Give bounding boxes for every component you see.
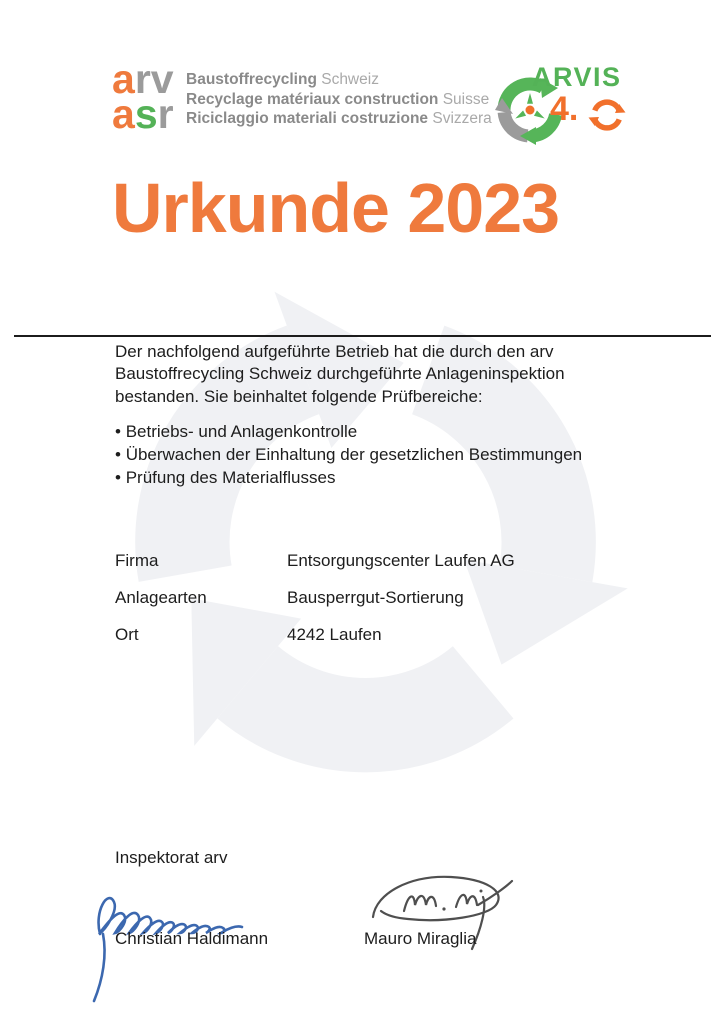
association-name-country: Schweiz [316, 71, 379, 88]
field-value: Entsorgungscenter Laufen AG [287, 551, 515, 570]
association-name-country: Suisse [438, 90, 490, 108]
field-value: Bausperrgut-Sortierung [287, 588, 464, 607]
recycling-arrows-zero-icon [587, 95, 627, 135]
field-value: 4242 Laufen [287, 625, 382, 644]
association-name-de [186, 70, 492, 90]
association-name-block [186, 70, 492, 129]
arvis-logo [490, 60, 645, 145]
association-name-it [186, 109, 492, 129]
association-name-country: Svizzera [428, 110, 492, 127]
wordmark-letters: rv [134, 56, 174, 102]
list-item: • Überwachen der Einhaltung der gesetzlichen Bestimmungen [115, 443, 582, 466]
intro-line: bestanden. Sie beinhaltet folgende Prüfbereiche: [115, 386, 483, 406]
certificate-title: Urkunde 2023 [112, 169, 560, 247]
wordmark-letter: s [134, 91, 158, 137]
intro-paragraph [115, 341, 565, 408]
wordmark-letter: r [157, 91, 174, 137]
wordmark-letter: a [112, 56, 135, 102]
association-name-fr [186, 90, 492, 110]
arvis-version: 4. [550, 90, 579, 128]
signer-name: Christian Haldimann [115, 929, 269, 948]
field-label: Anlagearten [115, 588, 207, 607]
signer-name: Mauro Miraglia [364, 929, 477, 948]
field-label: Firma [115, 551, 159, 570]
fields-section [115, 551, 515, 646]
inspection-areas-list [115, 420, 582, 489]
wordmark-line-2 [112, 91, 174, 137]
list-item: • Prüfung des Materialflusses [115, 466, 582, 489]
intro-line: Der nachfolgend aufgeführte Betrieb hat die durch den arv [115, 342, 554, 361]
association-name-bold: Riciclaggio materiali costruzione [186, 110, 429, 127]
list-item: • Betriebs- und Anlagenkontrolle [115, 420, 582, 443]
field-label: Ort [115, 625, 139, 644]
inspectorate-label: Inspektorat arv [115, 848, 228, 867]
arv-wordmark [112, 56, 174, 137]
association-name-bold: Baustoffrecycling [186, 71, 317, 88]
wordmark-letter: a [112, 91, 135, 137]
divider-line [14, 335, 711, 337]
arvis-name: ARVIS [532, 62, 622, 92]
association-name-bold: Recyclage matériaux construction [186, 90, 439, 108]
intro-line: Baustoffrecycling Schweiz durchgeführte Anlageninspektion [115, 364, 565, 384]
